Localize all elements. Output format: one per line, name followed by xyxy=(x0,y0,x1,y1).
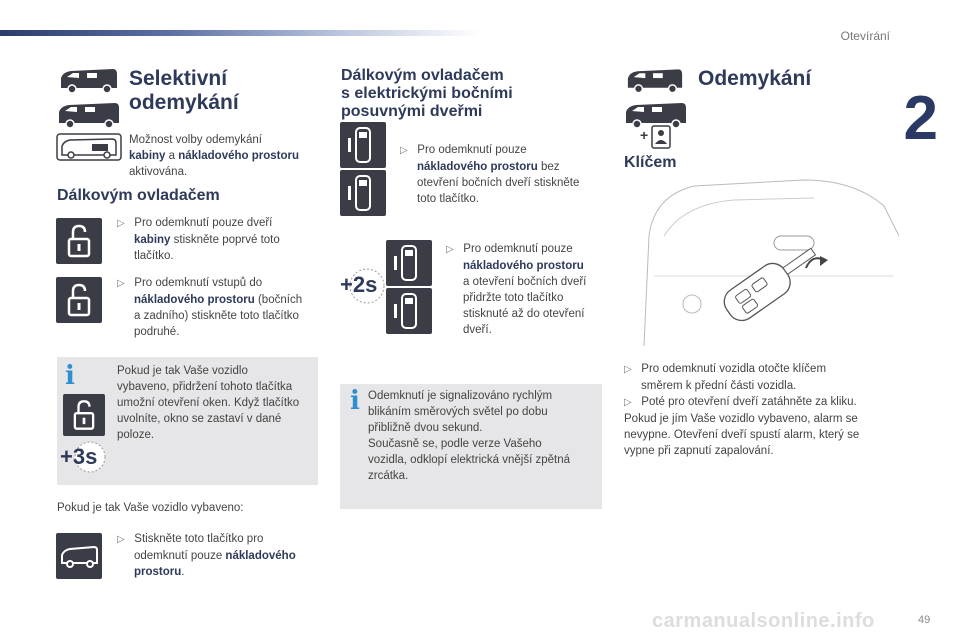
bullet-icon: ▷ xyxy=(624,364,632,375)
item-text: stisknuté až do otevření xyxy=(463,308,585,320)
item-text: otevření bočních dveří stiskněte xyxy=(417,177,580,189)
item-text: Stiskněte toto tlačítko pro xyxy=(134,533,264,545)
cargo-doors-hold-icon-2 xyxy=(386,288,432,334)
key-subtitle: Klíčem xyxy=(624,154,677,171)
van-top-view-icon xyxy=(340,170,386,216)
item-text: dveří. xyxy=(463,324,492,336)
info-line: vybaveno, přidržení tohoto tlačítka xyxy=(117,381,293,393)
item-text: podruhé. xyxy=(134,326,180,338)
cargo-unlock-button-icon xyxy=(56,533,102,579)
car-door-key-illustration xyxy=(624,176,904,356)
item-text: Pro odemknutí vstupů do xyxy=(134,277,263,289)
instruction-text: směrem k přední části vozidla. xyxy=(641,380,797,392)
timer-label-2s: +2s xyxy=(340,272,378,297)
item-text: . xyxy=(181,566,185,578)
instruction-text: Poté pro otevření dveří zatáhněte za kliku. xyxy=(641,396,857,408)
item-text: tlačítko. xyxy=(134,250,174,262)
item-text: přidržte toto tlačítko xyxy=(463,292,564,304)
info-line: blikáním směrových světel po dobu xyxy=(368,406,548,418)
item-bold: nákladového xyxy=(225,550,296,562)
item-text: stiskněte poprvé toto xyxy=(170,234,280,246)
watermark-logo: carmanualsonline.info xyxy=(652,610,875,632)
unlocking-title: Odemykání xyxy=(698,67,812,90)
col2-item2 xyxy=(446,241,606,338)
van-long-icon xyxy=(55,99,123,129)
col2-item1 xyxy=(400,142,600,207)
info-icon: i xyxy=(65,361,75,391)
van-settings-icon xyxy=(56,133,122,161)
info-line: uvolníte, okno se zastaví v dané xyxy=(117,413,282,425)
equipped-text: Pokud je tak Vaše vozidlo vybaveno: xyxy=(57,502,244,514)
alarm-text: vypne při zapnutí zapalování. xyxy=(624,445,774,457)
info-line: Odemknutí je signalizováno rychlým xyxy=(368,390,553,402)
item-text: odemknutí pouze xyxy=(134,550,226,562)
van-top-view-icon xyxy=(340,122,386,168)
title-line: posuvnými dveřmi xyxy=(341,103,483,120)
item-text: Pro odemknutí pouze xyxy=(463,243,573,255)
intro-text-end: aktivována. xyxy=(129,166,188,178)
info-text xyxy=(368,388,600,484)
cargo-doors-hold-icon-1 xyxy=(386,240,432,286)
section-title: Otevírání xyxy=(840,29,890,43)
van-icon xyxy=(624,66,686,94)
item-bold: nákladového prostoru xyxy=(134,294,255,306)
info-line: Současně se, podle verze Vašeho xyxy=(368,438,542,450)
intro-and: a xyxy=(165,150,179,162)
intro-bold-cab: kabiny xyxy=(129,150,166,162)
col1-item2 xyxy=(117,275,322,340)
item-text: Pro odemknutí pouze xyxy=(417,144,527,156)
van-top-view-icon xyxy=(386,288,432,334)
bullet-icon: ▷ xyxy=(446,244,454,255)
item-text: a otevření bočních dveří xyxy=(463,276,587,288)
item-bold: kabiny xyxy=(134,234,171,246)
bullet-icon: ▷ xyxy=(624,397,632,408)
svg-text:+: + xyxy=(640,127,649,143)
sliding-doors-title xyxy=(341,67,513,121)
cargo-doors-icon-1 xyxy=(340,122,386,168)
van-outline-icon xyxy=(56,533,102,579)
padlock-open-icon xyxy=(56,277,102,323)
chapter-number: 2 xyxy=(903,84,938,153)
item-bold: nákladového prostoru xyxy=(417,161,538,173)
info-icon: i xyxy=(350,386,360,416)
bullet-icon: ▷ xyxy=(117,218,125,229)
padlock-open-icon xyxy=(63,394,105,436)
title-line: odemykání xyxy=(129,91,239,114)
unlock-button-icon-1 xyxy=(56,218,102,264)
item-text: (bočních xyxy=(254,294,303,306)
item-text: a zadního) stiskněte toto tlačítko xyxy=(134,310,299,322)
bullet-icon: ▷ xyxy=(117,278,125,289)
cargo-doors-icon-2 xyxy=(340,170,386,216)
info-line: umožní otevření oken. Když tlačítko xyxy=(117,397,300,409)
info-line: přibližně dvou sekund. xyxy=(368,422,483,434)
info-box-signals xyxy=(340,384,602,509)
header-gradient-bar xyxy=(0,30,480,36)
selective-unlock-intro xyxy=(129,132,319,180)
page-number: 49 xyxy=(918,614,931,626)
alarm-text: Pokud je jím Vaše vozidlo vybaveno, alarm se xyxy=(624,413,858,425)
item-bold: prostoru xyxy=(134,566,182,578)
info-text xyxy=(117,363,315,443)
bullet-icon: ▷ xyxy=(117,534,125,545)
item-text: bez xyxy=(537,161,560,173)
info-line: Pokud je tak Vaše vozidlo xyxy=(117,365,248,377)
col1-item1 xyxy=(117,215,317,264)
padlock-open-icon xyxy=(56,218,102,264)
alarm-text: nevypne. Otevření dveří spustí alarm, který se xyxy=(624,429,860,441)
selective-unlock-title xyxy=(129,67,239,115)
info-line: vozidla, odklopí elektrická vnější zpětná xyxy=(368,454,570,466)
unlock-button-icon-2 xyxy=(56,277,102,323)
remote-control-subtitle: Dálkovým ovladačem xyxy=(57,187,220,204)
col1-item3 xyxy=(117,531,322,580)
title-line: Selektivní xyxy=(129,67,228,90)
van-icon xyxy=(57,66,121,94)
info-line: poloze. xyxy=(117,429,155,441)
item-text: Pro odemknutí pouze dveří xyxy=(134,217,273,229)
info-line: zrcátka. xyxy=(368,470,409,482)
instruction-text: Pro odemknutí vozidla otočte klíčem xyxy=(641,363,827,375)
person-plus-icon xyxy=(640,124,672,150)
info-box-windows xyxy=(57,357,318,485)
title-line: s elektrickými bočními xyxy=(341,85,513,102)
item-bold: nákladového prostoru xyxy=(463,260,584,272)
title-line: Dálkovým ovladačem xyxy=(341,67,504,84)
intro-text: Možnost volby odemykání xyxy=(129,134,262,146)
timer-label-3s: +3s xyxy=(60,444,98,469)
van-top-view-icon xyxy=(386,240,432,286)
intro-bold-cargo: nákladového prostoru xyxy=(178,150,300,162)
bullet-icon: ▷ xyxy=(400,145,408,156)
item-text: toto tlačítko. xyxy=(417,193,480,205)
unlock-hold-icon xyxy=(63,394,105,436)
key-instructions xyxy=(624,361,894,459)
